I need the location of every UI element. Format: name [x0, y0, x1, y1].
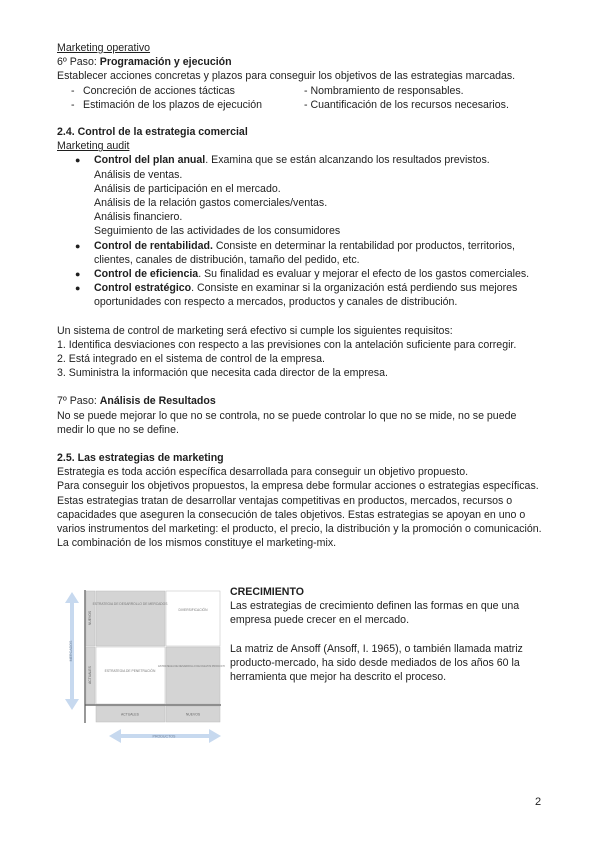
paso-6-intro: Establecer acciones concretas y plazos para conseguir los objetivos de las estrategias marcadas.: [57, 70, 516, 83]
sub-item: Análisis de participación en el mercado.: [94, 182, 281, 195]
cell-text-tr: DIVERSIFICACIÓN: [178, 608, 208, 612]
estrategias-text: Estrategia es toda acción específica desarrollada para conseguir un objetivo propuesto.: [57, 466, 469, 479]
cell-text-bl: ESTRATEGIA DE PENETRACIÓN: [104, 669, 156, 673]
y-axis-label: MERCADOS: [69, 640, 73, 662]
estrategias-text: capacidades que aseguren la consecución de tales objetivos. Estas estrategias se apoyan en uno o: [57, 508, 526, 521]
crecimiento-text: La matriz de Ansoff (Ansoff, I. 1965), o también llamada matriz: [230, 642, 523, 655]
row-label-actuales: ACTUALES: [88, 666, 92, 684]
control-bullet-list: [57, 239, 547, 310]
x-axis-label: PRODUCTOS: [152, 734, 176, 739]
cell-nuevos-productos: [166, 647, 220, 704]
paso-7-text: No se puede mejorar lo que no se controla, no se puede controlar lo que no se mide, no se puede: [57, 409, 517, 422]
requisitos-intro: Un sistema de control de marketing será efectivo si cumple los siguientes requisitos:: [57, 324, 453, 337]
col-label-actuales: ACTUALES: [121, 712, 139, 717]
sub-item: Análisis de ventas.: [94, 168, 183, 181]
cell-text-br: ESTRATEGIA DE DESARROLLO DE NUEVOS PRODUCTOS: [158, 665, 225, 668]
bullet-icon: ●: [75, 155, 81, 166]
bullet-icon: ●: [75, 240, 81, 251]
dash-row: - Concreción de acciones tácticas - Nombramiento de responsables.: [71, 84, 464, 97]
bullet-icon: ●: [75, 283, 81, 294]
cell-penetracion: [96, 647, 165, 704]
crecimiento-title: CRECIMIENTO: [230, 586, 304, 598]
estrategias-text: varios instrumentos del marketing: el producto, el precio, la distribución y la promoción o comunicación.: [57, 523, 542, 536]
list-item: ● Control de rentabilidad. Consiste en determinar la rentabilidad por productos, territorios, clientes, canales de distribución, tamaño del pedido, etc.: [75, 239, 515, 266]
estrategias-text: La combinación de los mismos constituye el marketing-mix.: [57, 537, 337, 550]
requisito-item: 2. Está integrado en el sistema de control de la empresa.: [57, 353, 325, 366]
crecimiento-text: producto-mercado, ha sido desde mediados de los años 60 la: [230, 656, 520, 669]
section-heading-marketing-operativo: Marketing operativo: [57, 42, 151, 54]
estrategias-text: Para conseguir los objetivos propuestos, la empresa debe formular acciones o estrategias específicas.: [57, 480, 539, 493]
ansoff-matrix-svg: [63, 587, 225, 747]
crecimiento-block: [230, 585, 550, 684]
page-number: 2: [535, 796, 542, 808]
requisito-item: 1. Identifica desviaciones con respecto a las previsiones con la antelación suficiente para corregir.: [57, 338, 517, 351]
requisito-item: 3. Suministra la información que necesita cada director de la empresa.: [57, 367, 388, 380]
dash-row: - Estimación de los plazos de ejecución - Cuantificación de los recursos necesarios.: [71, 98, 509, 111]
paso-6-heading: 6º Paso: Programación y ejecución: [57, 56, 232, 69]
section-heading-control: 2.4. Control de la estrategia comercial: [57, 126, 248, 139]
cell-text-tl: ESTRATEGIA DE DESARROLLO DE MERCADOS: [92, 602, 168, 606]
row-label-nuevos: NUEVOS: [88, 610, 92, 626]
list-item: ● Control de eficiencia. Su finalidad es evaluar y mejorar el efecto de los gastos comerciales.: [75, 268, 530, 281]
ansoff-matrix-figure: [63, 587, 225, 747]
crecimiento-text: Las estrategias de crecimiento definen las formas en que una: [230, 600, 520, 613]
paso-7-heading: 7º Paso: Análisis de Resultados: [57, 395, 216, 408]
bullet-icon: ●: [75, 269, 81, 280]
cell-desarrollo-mercados: [96, 591, 165, 646]
control-bullet-list: [57, 153, 547, 167]
cell-diversificacion: [166, 591, 220, 646]
crecimiento-text: herramienta que mejor ha descrito el proceso.: [230, 671, 447, 684]
document-page: [57, 41, 547, 551]
paso-7-text: medir lo que no se define.: [57, 423, 179, 436]
sub-item: Análisis de la relación gastos comerciales/ventas.: [94, 197, 328, 210]
crecimiento-text: empresa puede crecer en el mercado.: [230, 614, 410, 627]
section-heading-estrategias: 2.5. Las estrategias de marketing: [57, 452, 224, 465]
estrategias-text: Estas estrategias tratan de desarrollar ventajas competitivas en productos, mercados, recursos o: [57, 494, 513, 507]
sub-item: Seguimiento de las actividades de los consumidores: [94, 225, 341, 238]
col-label-nuevos: NUEVOS: [185, 712, 201, 717]
list-item: ● Control del plan anual. Examina que se están alcanzando los resultados previstos.: [75, 154, 490, 167]
sub-item: Análisis financiero.: [94, 211, 183, 224]
list-item: ● Control estratégico. Consiste en examinar si la organización está perdiendo sus mejores oportunidades con respecto a mercados, productos y canales de distribución.: [75, 282, 518, 309]
subheading-marketing-audit: Marketing audit: [57, 140, 130, 153]
